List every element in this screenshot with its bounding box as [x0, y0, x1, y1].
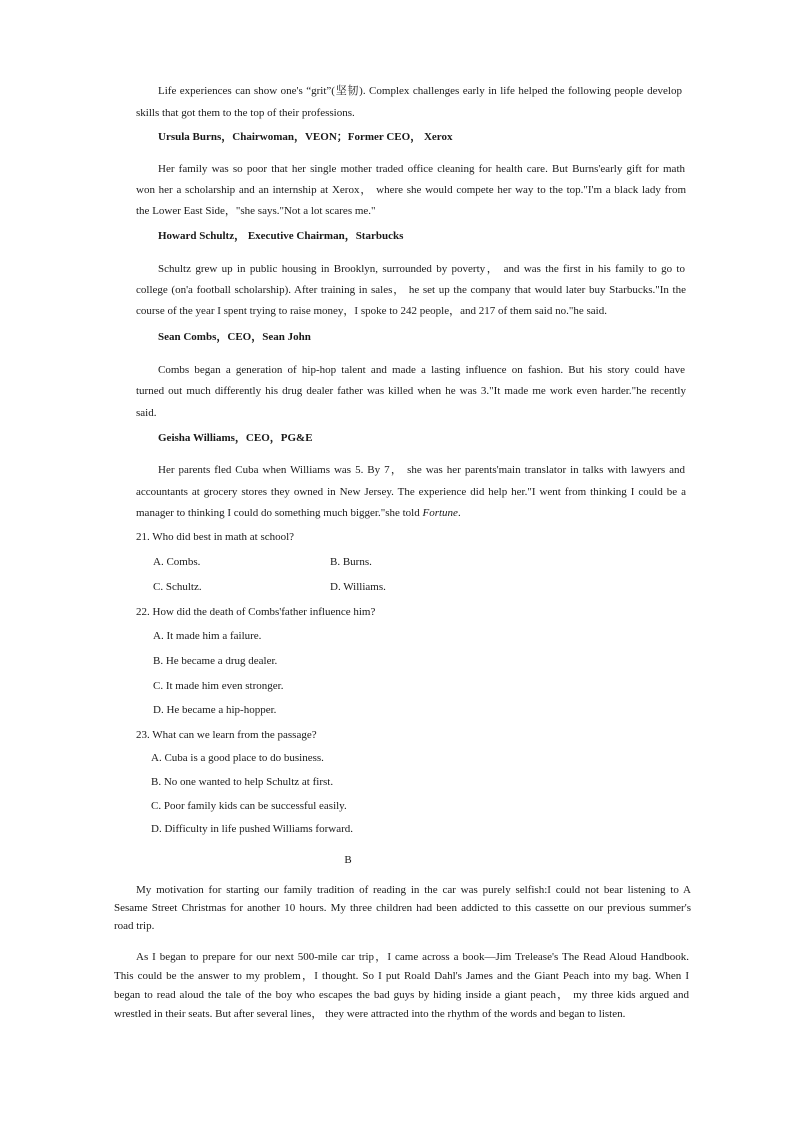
question-22-option-d[interactable]: D. He became a hip-hopper. — [153, 704, 277, 716]
combs-line-2: turned out much differently his drug dealer father was killed when he was 3."It made me work even harder."he recently — [136, 385, 686, 397]
question-23-option-c[interactable]: C. Poor family kids can be successful easily. — [151, 800, 347, 812]
williams-heading: Geisha Williams，CEO，PG&E — [158, 432, 313, 444]
burns-line-3: the Lower East Side，"she says."Not a lot scares me." — [136, 205, 376, 217]
combs-heading: Sean Combs，CEO，Sean John — [158, 331, 311, 343]
passage-b-para2-line-4: wrestled in their seats. But after several lines， they were attracted into the rhythm of the words and began to listen. — [114, 1008, 626, 1020]
question-21-stem: 21. Who did best in math at school? — [136, 531, 295, 543]
magazine-title: Fortune — [422, 507, 458, 519]
combs-line-3: said. — [136, 407, 157, 419]
question-23-option-a[interactable]: A. Cuba is a good place to do business. — [151, 752, 324, 764]
passage-b-para1-line-2: Sesame Street Christmas for another 10 hours. My three children had been addicted to this cassette on our previous summer's — [114, 902, 691, 914]
question-23-option-b[interactable]: B. No one wanted to help Schultz at first. — [151, 776, 334, 788]
passage-b-para2-line-2: This could be the answer to my problem，I thought. So I put Roald Dahl's James and the Giant Peach into my bag. When I — [114, 970, 689, 982]
schultz-line-3: course of the year I spent trying to raise money，I spoke to 242 people，and 217 of them said no."he said. — [136, 305, 607, 317]
schultz-line-2: college (on'a football scholarship). After training in sales， he set up the company that would later buy Starbucks."In the — [136, 284, 686, 296]
intro-line-2: skills that got them to the top of their professions. — [136, 107, 355, 119]
passage-b-label: B — [344, 854, 352, 866]
question-22-option-c[interactable]: C. It made him even stronger. — [153, 680, 284, 692]
schultz-heading: Howard Schultz， Executive Chairman，Starbucks — [158, 230, 404, 242]
question-22-stem: 22. How did the death of Combs'father influence him? — [136, 606, 376, 618]
burns-heading: Ursula Burns，Chairwoman，VEON；Former CEO， Xerox — [158, 131, 453, 143]
williams-line-1: Her parents fled Cuba when Williams was 5. By 7， she was her parents'main translator in talks with lawyers and — [158, 464, 685, 476]
williams-line-3-end: . — [457, 507, 461, 519]
combs-line-1: Combs began a generation of hip-hop talent and made a lasting influence on fashion. But his story could have — [158, 364, 685, 376]
question-21-option-d[interactable]: D. Williams. — [330, 581, 386, 593]
question-21-option-b[interactable]: B. Burns. — [330, 556, 372, 568]
question-23-stem: 23. What can we learn from the passage? — [136, 729, 317, 741]
question-22-option-a[interactable]: A. It made him a failure. — [153, 630, 262, 642]
williams-line-3 — [136, 506, 461, 520]
question-23-option-d[interactable]: D. Difficulty in life pushed Williams forward. — [151, 823, 354, 835]
schultz-line-1: Schultz grew up in public housing in Brooklyn, surrounded by poverty， and was the first in his family to go to — [158, 263, 685, 275]
question-21-option-c[interactable]: C. Schultz. — [153, 581, 202, 593]
burns-line-1: Her family was so poor that her single mother traded office cleaning for health care. But Burns'early gift for math — [158, 163, 685, 175]
williams-line-2: accountants at grocery stores they owned in New Jersey. The experience did help her."I went from thinking I could be a — [136, 486, 686, 498]
question-21-option-a[interactable]: A. Combs. — [153, 556, 201, 568]
burns-line-2: won her a scholarship and an internship at Xerox， where she would compete her way to the top."I'm a black lady from — [136, 184, 686, 196]
passage-b-para2-line-1: As I began to prepare for our next 500-mile car trip，I came across a book—Jim Trelease's The Read Aloud Handbook. — [136, 951, 689, 963]
passage-b-para2-line-3: began to read aloud the tale of the boy who escapes the bad guys by hiding inside a giant peach， my three kids argued and — [114, 989, 689, 1001]
intro-line-1: Life experiences can show one's “grit”(坚韧). Complex challenges early in life helped the following people develop — [158, 85, 682, 97]
passage-b-para1-line-1: My motivation for starting our family tradition of reading in the car was purely selfish:I could not bear listening to A — [136, 884, 691, 896]
williams-line-3-text: manager to thinking I could do something much bigger."she told — [136, 507, 423, 519]
passage-b-para1-line-3: road trip. — [114, 920, 155, 932]
question-22-option-b[interactable]: B. He became a drug dealer. — [153, 655, 278, 667]
